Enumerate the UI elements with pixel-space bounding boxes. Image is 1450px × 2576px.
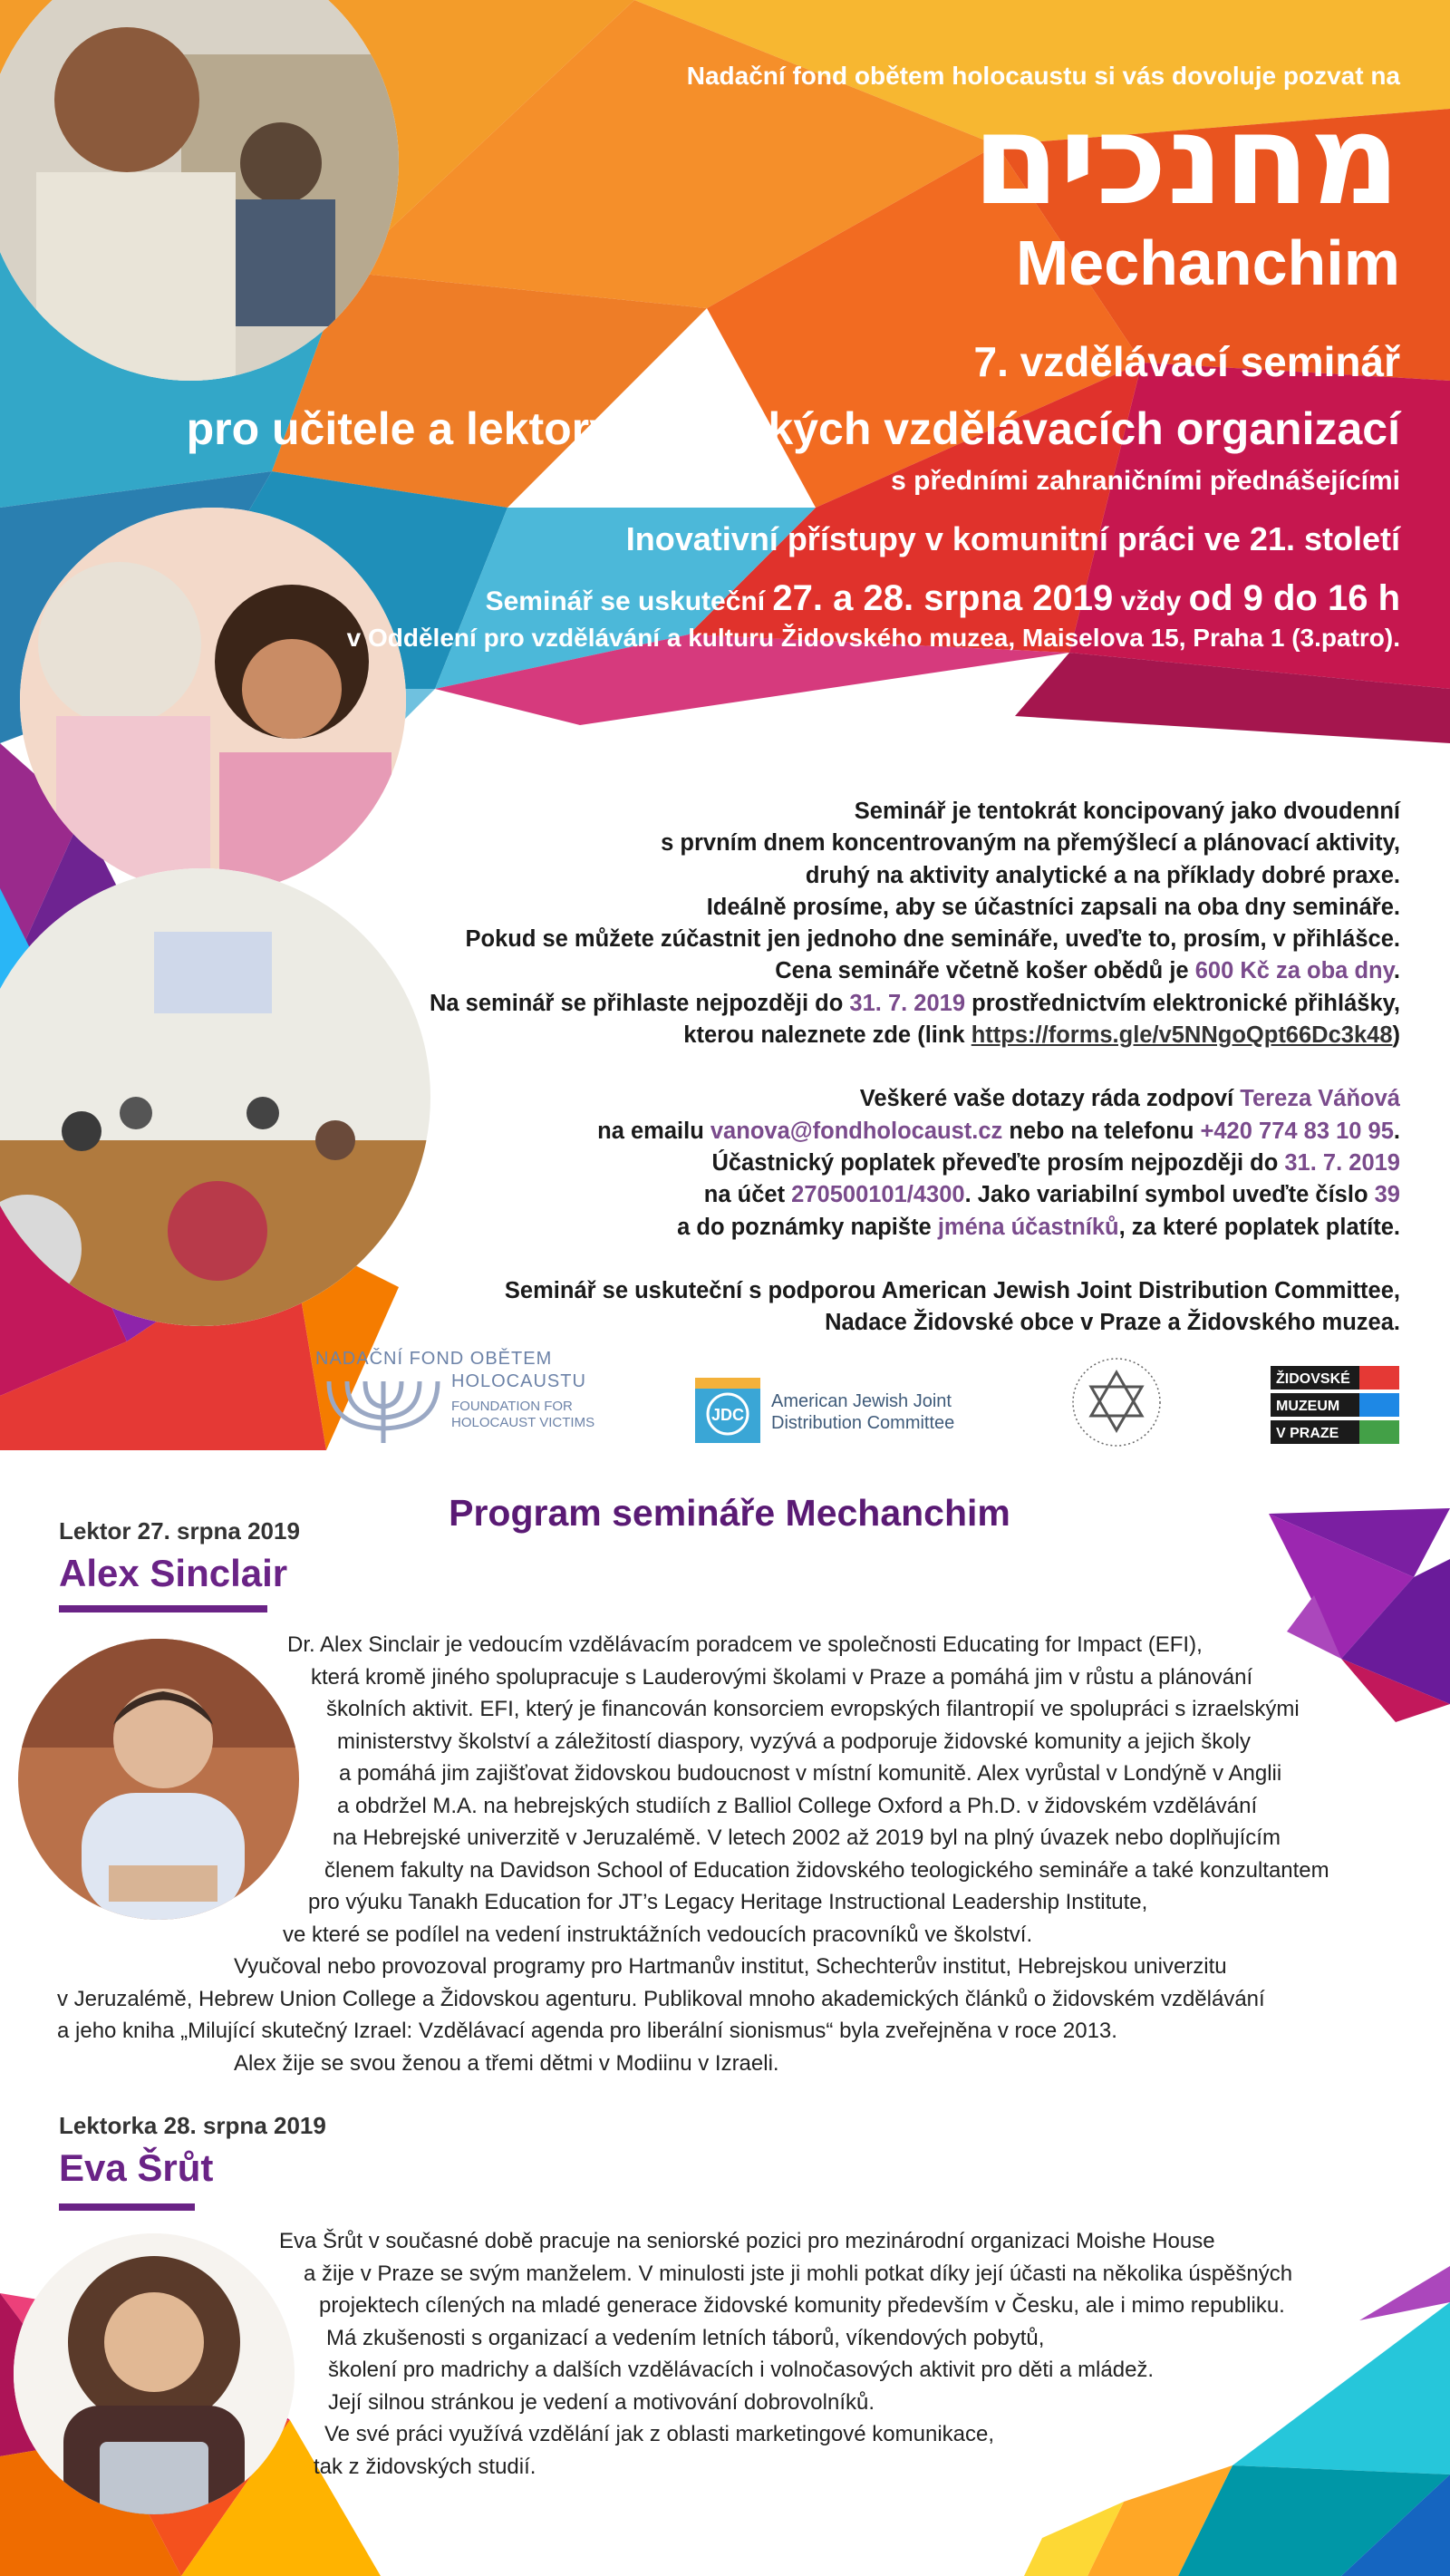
info-line-link <box>385 1020 1400 1051</box>
seminar-info <box>385 796 1400 1339</box>
info-line: druhý na aktivity analytické a na příklady dobré praxe. <box>805 862 1400 888</box>
seminar-lecturers-note: s předními zahraničními přednášejícími <box>891 466 1400 496</box>
invitation-line: Nadační fond obětem holocaustu si vás dovoluje pozvat na <box>686 62 1400 90</box>
seminar-dates <box>486 578 1400 619</box>
fee-deadline: 31. 7. 2019 <box>1284 1149 1400 1176</box>
hebrew-title: מחנכים <box>972 87 1400 233</box>
deadline-date: 31. 7. 2019 <box>849 990 966 1016</box>
bio-line: Vyučoval nebo provozoval programy pro Hartmanův institut, Schechterův institut, Hebrejskou univerzitu <box>234 1954 1227 1979</box>
logo-nf-line4: HOLOCAUST VICTIMS <box>451 1415 595 1430</box>
logo-jdc-line2: Distribution Committee <box>771 1413 955 1433</box>
info-line-account <box>385 1179 1400 1211</box>
lecturer2-name: Eva Šrůt <box>59 2146 214 2189</box>
logo-zidovske-muzeum <box>1271 1366 1399 1446</box>
bio-line: ministerstvy školství a záležitostí diaspory, vyzývá a podporuje židovské komunity a jejich školy <box>337 1729 1251 1754</box>
dates-time: od 9 do 16 h <box>1188 578 1400 618</box>
info-line-deadline <box>385 988 1400 1020</box>
email-label: na emailu <box>597 1118 704 1144</box>
price-label: Cena semináře včetně košer obědů je <box>775 958 1189 984</box>
logo-zm-line1: ŽIDOVSKÉ <box>1276 1371 1350 1387</box>
seminar-subtitle: pro učitele a lektory židovských vzdělávacích organizací <box>186 403 1400 454</box>
star-of-david-seal-icon <box>1062 1354 1171 1450</box>
jdc-badge-text: JDC <box>710 1406 745 1424</box>
bio-line: která kromě jiného spolupracuje s Lauderovými školami v Praze a pomáhá jim v růstu a plánování <box>311 1664 1253 1690</box>
info-line-support: Seminář se uskuteční s podporou American Jewish Joint Distribution Committee, <box>504 1277 1400 1303</box>
spacer <box>385 1051 1400 1083</box>
logo-nf-english <box>451 1399 594 1431</box>
info-line: Seminář je tentokrát koncipovaný jako dvoudenní <box>854 799 1400 824</box>
bio-line: Ve své práci využívá vzdělání jak z oblasti marketingové komunikace, <box>324 2422 995 2446</box>
dates-mid: vždy <box>1120 586 1182 616</box>
price-end: . <box>1393 958 1400 984</box>
bio-line: a jeho kniha „Milující skutečný Izrael: Vzdělávací agenda pro liberální sionismus“ byla zveřejněna v roce 2013. <box>57 2019 1117 2043</box>
bio-line: a obdržel M.A. na hebrejských studiích z Balliol College Oxford a Ph.D. v židovském vzdělávání <box>337 1793 1258 1818</box>
logo-jdc <box>695 1378 976 1443</box>
menorah-icon <box>315 1372 451 1445</box>
info-line-fee <box>385 1148 1400 1179</box>
bio-line: na Hebrejské univerzitě v Jeruzalémě. V letech 2002 až 2019 byl na plný úvazek nebo doplňujícím <box>333 1825 1281 1850</box>
lecturer2-date: Lektorka 28. srpna 2019 <box>59 2112 326 2139</box>
logo-jdc-line1: American Jewish Joint <box>771 1391 952 1411</box>
logo-jdc-text <box>771 1390 954 1434</box>
bio-line: Má zkušenosti s organizací a vedením letních táborů, víkendových pobytů, <box>326 2325 1045 2350</box>
lecturer2-name-underline <box>59 2203 195 2211</box>
bio-line: Eva Šrůt v současné době pracuje na seniorské pozici pro mezinárodní organizaci Moishe House <box>279 2229 1215 2253</box>
logo-zm-line3: V PRAZE <box>1276 1426 1339 1441</box>
account-label: na účet <box>703 1182 786 1208</box>
seminar-topic: Inovativní přístupy v komunitní práci ve 21. století <box>625 520 1400 557</box>
event-title: Mechanchim <box>1016 228 1400 298</box>
info-line-contact <box>385 1083 1400 1115</box>
dates-value: 27. a 28. srpna 2019 <box>772 578 1114 618</box>
deadline-suffix: prostřednictvím elektronické přihlášky, <box>972 990 1400 1016</box>
bio-line: a žije v Praze se svým manželem. V minulosti jste ji mohli potkat díky její účasti na několika úspěšných <box>304 2261 1293 2286</box>
bio-line: členem fakulty na Davidson School of Education židovského teologického semináře a také konzultantem <box>324 1857 1329 1883</box>
bio-line: Alex žije se svou ženou a třemi dětmi v Modiinu v Izraeli. <box>234 2050 779 2076</box>
contact-phone[interactable]: +420 774 83 10 95 <box>1200 1118 1394 1144</box>
bio-line: školení pro madrichy a dalších vzdělávacích i volnočasových aktivit pro děti a mládež. <box>328 2358 1155 2382</box>
info-line-support: Nadace Židovské obce v Praze a Židovského muzea. <box>825 1310 1400 1336</box>
info-line-note <box>385 1212 1400 1244</box>
deadline-label: Na seminář se přihlaste nejpozději do <box>430 990 844 1016</box>
phone-end: . <box>1393 1118 1400 1144</box>
program-title: Program semináře Mechanchim <box>449 1492 1010 1534</box>
registration-link[interactable]: https://forms.gle/v5NNgoQpt66Dc3k48 <box>971 1022 1393 1049</box>
bio-line: ve které se podílel na vedení instruktážních vedoucích pracovníků ve školství. <box>283 1922 1033 1947</box>
contact-email[interactable]: vanova@fondholocaust.cz <box>710 1118 1003 1144</box>
bio-line: školních aktivit. EFI, který je financován konsorciem evropských filantropií ve spolupráci s izraelskými <box>326 1697 1300 1721</box>
bio-line: pro výuku Tanakh Education for JT’s Legacy Heritage Instructional Leadership Institute, <box>308 1890 1148 1914</box>
logo-zidovska-obec <box>1062 1354 1171 1450</box>
spacer <box>385 1244 1400 1275</box>
contact-label: Veškeré vaše dotazy ráda zodpoví <box>859 1086 1234 1112</box>
lecturer1-bio <box>0 1629 1329 2079</box>
photo-teacher-and-student <box>20 508 406 894</box>
logo-zm-line2: MUZEUM <box>1276 1399 1340 1414</box>
info-line: s prvním dnem koncentrovaným na přemýšlecí a plánovací aktivity, <box>661 830 1400 857</box>
lecturer1-name: Alex Sinclair <box>59 1552 288 1594</box>
logo-nf-line3: FOUNDATION FOR <box>451 1399 573 1414</box>
note-end: , za které poplatek platíte. <box>1118 1214 1400 1240</box>
logo-nadacni-fond <box>315 1349 605 1447</box>
info-line-price <box>385 955 1400 987</box>
seminar-number: 7. vzdělávací seminář <box>973 338 1400 385</box>
bio-line: tak z židovských studií. <box>314 2454 536 2479</box>
info-line: Pokud se můžete zúčastnit jen jednoho dne semináře, uveďte to, prosím, v přihlášce. <box>465 926 1400 953</box>
logo-nf-line1: NADAČNÍ FOND OBĚTEM <box>315 1349 553 1369</box>
account-number: 270500101/4300 <box>791 1182 965 1208</box>
bio-line: projektech cílených na mladé generace židovské komunity především v Česku, ale i mimo republiku. <box>319 2293 1285 2318</box>
note-label: a do poznámky napište <box>677 1214 932 1240</box>
dates-prefix: Seminář se uskuteční <box>485 586 766 616</box>
lecturer2-bio <box>0 2225 1292 2483</box>
symbol-label: . Jako variabilní symbol uveďte číslo <box>964 1182 1368 1208</box>
lecturer1-name-underline <box>59 1605 267 1612</box>
bio-line: Její silnou stránkou je vedení a motivování dobrovolníků. <box>328 2389 875 2415</box>
bio-line: v Jeruzalémě, Hebrew Union College a Židovskou agenturu. Publikoval mnoho akademických článků o židovském vzdělávání <box>57 1986 1265 2011</box>
bio-line: Dr. Alex Sinclair je vedoucím vzdělávacím poradcem ve společnosti Educating for Impact (EFI), <box>287 1632 1203 1657</box>
info-line-email <box>385 1116 1400 1148</box>
seminar-venue: v Oddělení pro vzdělávání a kulturu Židovského muzea, Maiselova 15, Praha 1 (3.patro). <box>346 624 1400 652</box>
jdc-badge-icon <box>695 1378 760 1443</box>
lecturer1-date: Lektor 27. srpna 2019 <box>59 1517 300 1545</box>
contact-name: Tereza Váňová <box>1240 1086 1400 1112</box>
link-label: kterou naleznete zde (link <box>683 1022 965 1049</box>
info-line: Ideálně prosíme, aby se účastníci zapsali na oba dny semináře. <box>706 894 1400 920</box>
bio-line: a pomáhá jim zajišťovat židovskou budoucnost v místní komunitě. Alex vyrůstal v Londýně v Anglii <box>339 1761 1282 1786</box>
variable-symbol: 39 <box>1374 1182 1400 1208</box>
note-value: jména účastníků <box>937 1214 1119 1240</box>
price-value: 600 Kč za oba dny <box>1194 958 1394 984</box>
fee-label: Účastnický poplatek převeďte prosím nejpozději do <box>711 1149 1279 1176</box>
link-end: ) <box>1392 1022 1400 1049</box>
logo-nf-line2: HOLOCAUSTU <box>451 1371 586 1391</box>
phone-label: nebo na telefonu <box>1009 1118 1194 1144</box>
